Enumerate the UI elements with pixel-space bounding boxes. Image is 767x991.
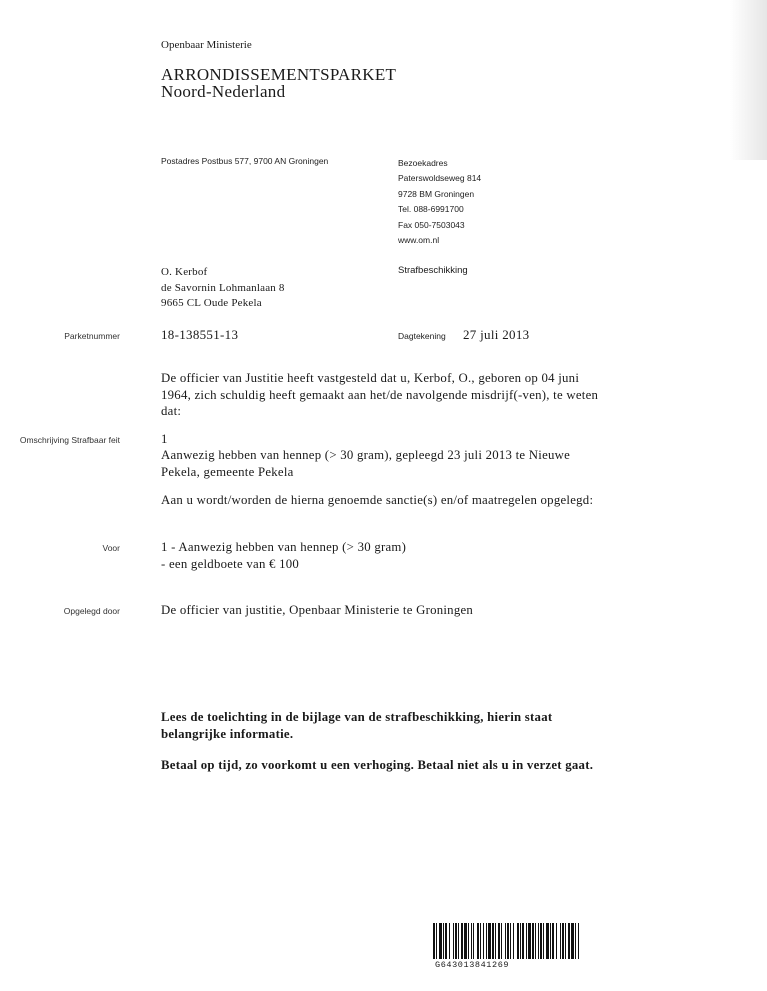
barcode-bar (488, 923, 491, 959)
recipient-line: de Savornin Lohmanlaan 8 (161, 281, 285, 294)
imposed-value: De officier van justitie, Openbaar Ministerie te Groningen (161, 603, 474, 617)
barcode-bar (461, 923, 463, 959)
barcode-bar (471, 923, 472, 959)
barcode-bar (436, 923, 437, 959)
barcode-bar (568, 923, 570, 959)
recipient-address (161, 265, 285, 312)
barcode-bar (507, 923, 509, 959)
barcode-bar (528, 923, 531, 959)
recipient-line: 9665 CL Oude Pekela (161, 297, 262, 309)
offence-label: Omschrijving Strafbaar feit (19, 435, 120, 445)
barcode-bar (468, 923, 469, 959)
visit-line: Tel. 088-6991700 (398, 204, 464, 215)
barcode-bar (522, 923, 524, 959)
barcode-bar (543, 923, 544, 959)
barcode-bar (535, 923, 536, 959)
intro-paragraph: De officier van Justitie heeft vastgesteld dat u, Kerbof, O., geboren op 04 juni 1964, zich schuldig heeft gemaakt aan het/de navolgende misdrijf(-ven), te weten dat: (161, 371, 599, 418)
barcode-bar (455, 923, 457, 959)
barcode-bar (449, 923, 450, 959)
visit-line: Bezoekadres (398, 158, 448, 168)
barcode-bar (443, 923, 444, 959)
barcode-bar (560, 923, 561, 959)
read-notice: Lees de toelichting in de bijlage van de strafbeschikking, hierin staat belangrijke informatie. (161, 710, 553, 741)
barcode-bar (445, 923, 447, 959)
barcode-bar (513, 923, 514, 959)
offence-number: 1 (161, 432, 168, 446)
offence-description: Aanwezig hebben van hennep (> 30 gram), gepleegd 23 juli 2013 te Nieuwe Pekela, gemeente Pekela (161, 448, 571, 479)
barcode-bar (510, 923, 511, 959)
barcode-bar (538, 923, 539, 959)
sanction-line2: - een geldboete van € 100 (161, 557, 300, 571)
sanction-label: Voor (102, 543, 120, 553)
office-name-line2: Noord-Nederland (161, 82, 286, 101)
visit-line: www.om.nl (398, 235, 440, 246)
barcode-bar (556, 923, 557, 959)
pay-notice: Betaal op tijd, zo voorkomt u een verhoging. Betaal niet als u in verzet gaat. (161, 758, 594, 772)
barcode-bar (433, 923, 435, 959)
sanction-line1: 1 - Aanwezig hebben van hennep (> 30 gram) (161, 540, 407, 554)
organisation-name: Openbaar Ministerie (161, 39, 252, 51)
barcode-bar (439, 923, 442, 959)
barcode-bar (501, 923, 502, 959)
barcode-bar (458, 923, 459, 959)
barcode-bar (526, 923, 527, 959)
office-name-line1: ARRONDISSEMENTSPARKET (161, 65, 397, 84)
parketnummer-value: 18-138551-13 (161, 327, 239, 342)
barcode-bar (473, 923, 474, 959)
barcode-bar (453, 923, 454, 959)
dagtekening-label: Dagtekening (398, 331, 446, 341)
barcode-bar (505, 923, 506, 959)
barcode-bar (565, 923, 566, 959)
recipient-line: O. Kerbof (161, 266, 208, 278)
barcode-bar (532, 923, 534, 959)
postal-address: Postadres Postbus 577, 9700 AN Groningen (161, 156, 329, 166)
barcode-bar (575, 923, 576, 959)
visit-line: 9728 BM Groningen (398, 188, 475, 199)
imposed-label: Opgelegd door (63, 606, 120, 616)
barcode-bar (483, 923, 484, 959)
barcode-bar (562, 923, 564, 959)
document-type: Strafbeschikking (398, 265, 468, 276)
barcode-bar (578, 923, 579, 959)
dagtekening-value: 27 juli 2013 (463, 327, 530, 342)
barcode-bar (571, 923, 574, 959)
barcode-number: G643013841269 (435, 960, 510, 970)
barcode-bar (477, 923, 479, 959)
barcode-bar (495, 923, 496, 959)
barcode-bar (546, 923, 549, 959)
barcode-bar (520, 923, 521, 959)
barcode-bar (486, 923, 487, 959)
parketnummer-label: Parketnummer (64, 331, 120, 341)
barcode-graphic (433, 923, 580, 959)
barcode-bar (492, 923, 494, 959)
barcode-bar (498, 923, 500, 959)
scan-edge-shadow (730, 0, 767, 160)
sanction-intro: Aan u wordt/worden de hierna genoemde sanctie(s) en/of maatregelen opgelegd: (161, 493, 594, 507)
visit-line: Fax 050-7503043 (398, 219, 465, 230)
barcode-bar (552, 923, 554, 959)
visit-line: Paterswoldseweg 814 (398, 173, 482, 184)
barcode-bar (480, 923, 481, 959)
barcode-bar (540, 923, 542, 959)
barcode-bar (464, 923, 467, 959)
visit-address (398, 156, 481, 248)
barcode-bar (550, 923, 551, 959)
barcode-bar (517, 923, 519, 959)
